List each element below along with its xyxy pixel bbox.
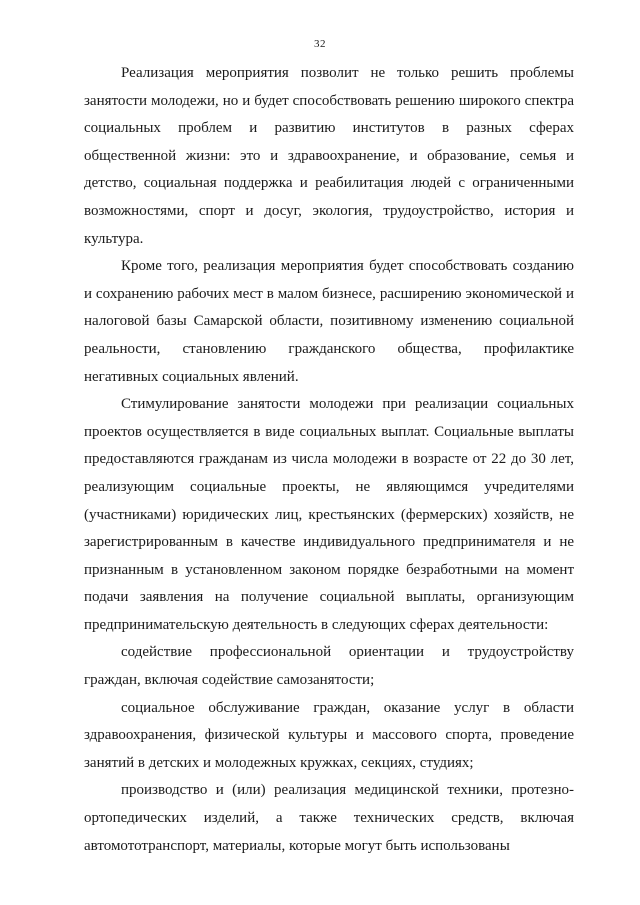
paragraph-payments: Стимулирование занятости молодежи при реализации социальных проектов осуществляется в виде социальных выплат. Социальные выплаты предоставляются гражданам из числа молодежи в возрасте от 22 до 30 лет, реализующим социальные проекты, не являющимся учредителями (участниками) юридических лиц, крестьянских (фермерских) хозяйств, не зарегистрированным в качестве индивидуального предпринимателя и не признанным в установленном законом порядке безработными на момент подачи заявления на получение социальной выплаты, организующим предпринимательскую деятельность в следующих сферах деятельности: [84, 396, 574, 633]
list-item-social-services: социальное обслуживание граждан, оказание услуг в области здравоохранения, физической культуры и массового спорта, проведение занятий в детских и молодежных кружках, секциях, студиях; [84, 699, 574, 771]
document-body [84, 60, 574, 860]
paragraph-intro: Реализация мероприятия позволит не только решить проблемы занятости молодежи, но и будет способствовать решению широкого спектра социальных проблем и развитию институтов в разных сферах общественной жизни: это и здравоохранение, и образование, семья и детство, социальная поддержка и реабилитация людей с ограниченными возможностями, спорт и досуг, экология, трудоустройство, история и культура. [84, 65, 574, 247]
paragraph-jobs: Кроме того, реализация мероприятия будет способствовать созданию и сохранению рабочих мест в малом бизнесе, расширению экономической и налоговой базы Самарской области, позитивному изменению социальной реальности, становлению гражданского общества, профилактике негативных социальных явлений. [84, 258, 574, 385]
list-item-career-guidance: содействие профессиональной ориентации и трудоустройству граждан, включая содействие самозанятости; [84, 644, 574, 689]
page-number: 32 [314, 38, 326, 50]
list-item-medical-equipment: производство и (или) реализация медицинской техники, протезно-ортопедических изделий, а также технических средств, включая автомототранспорт, материалы, которые могут быть использованы [84, 782, 574, 854]
